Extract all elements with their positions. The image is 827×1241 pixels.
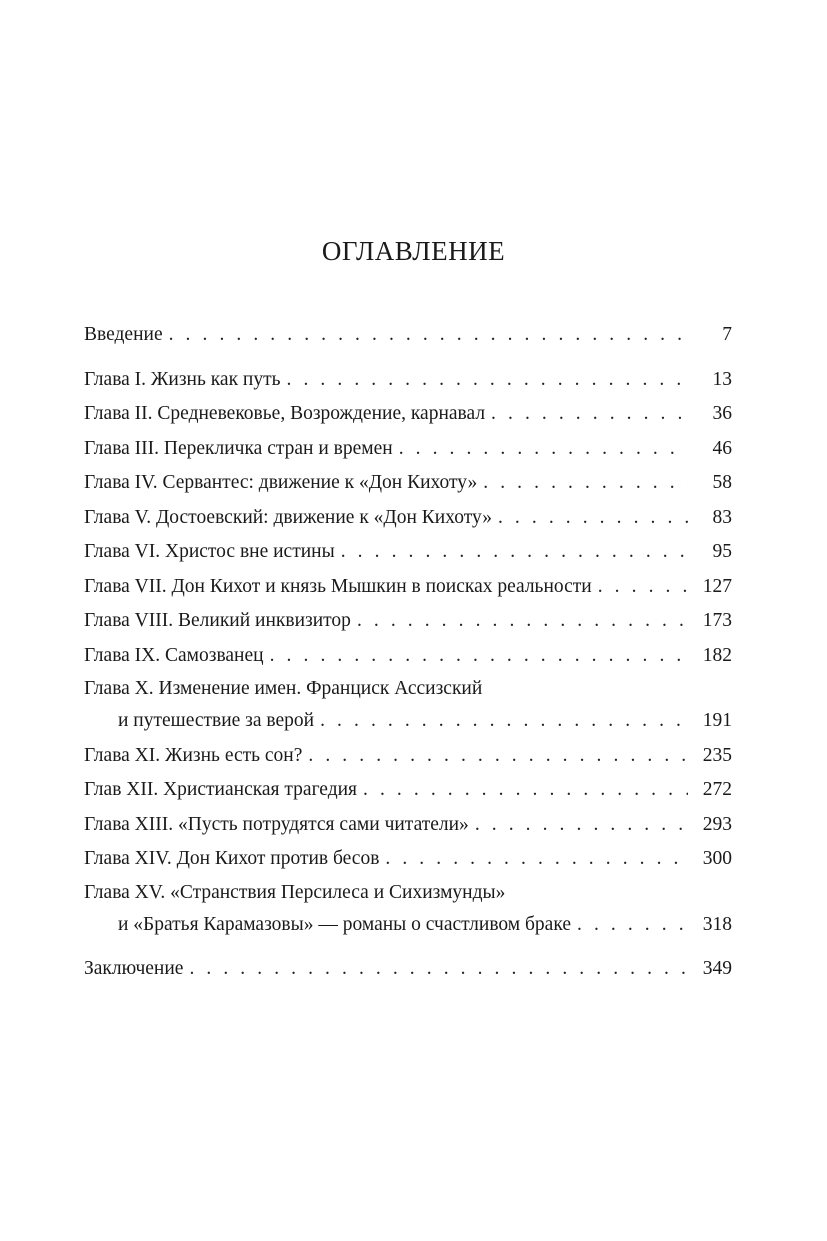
dot-leader	[169, 318, 688, 353]
toc-page-number: 46	[712, 437, 732, 459]
toc-entry-chapter-9	[84, 639, 732, 674]
dot-leader	[498, 501, 688, 536]
toc-entry-chapter-14	[84, 842, 732, 877]
toc-entry-chapter-10	[84, 673, 732, 739]
toc-entry-label: Глава VIII. Великий инквизитор	[84, 610, 351, 631]
dot-leader	[385, 842, 688, 877]
toc-entry-chapter-7	[84, 570, 732, 605]
toc-entry-label-continued: и «Братья Карамазовы» — романы о счастливом браке	[118, 913, 571, 935]
table-of-contents	[84, 318, 732, 987]
toc-page-number: 272	[702, 779, 732, 800]
toc-entry-label: Глава X. Изменение имен. Франциск Ассизский	[84, 678, 483, 699]
toc-page-number: 182	[702, 644, 732, 666]
toc-entry-label: Глава XIII. «Пусть потрудятся сами читатели»	[84, 813, 469, 835]
toc-entry-label: Глава XIV. Дон Кихот против бесов	[84, 848, 380, 869]
toc-entry-label: Глава V. Достоевский: движение к «Дон Кихоту»	[84, 506, 492, 528]
toc-page-number: 349	[702, 958, 732, 979]
toc-entry-chapter-1	[84, 363, 732, 398]
toc-entry-label: Глава XV. «Странствия Персилеса и Сихизмунды»	[84, 881, 506, 903]
toc-page-number: 173	[702, 610, 732, 631]
toc-entry-chapter-13	[84, 808, 732, 843]
toc-page-number: 95	[712, 541, 732, 562]
toc-entry-chapter-4	[84, 466, 732, 501]
toc-entry-label-continued: и путешествие за верой	[118, 710, 315, 731]
toc-entry-label: Глава VI. Христос вне истины	[84, 541, 335, 562]
dot-leader	[577, 908, 688, 943]
toc-entry-chapter-15	[84, 877, 732, 943]
dot-leader	[189, 952, 688, 987]
toc-page-number: 293	[702, 813, 732, 835]
toc-entry-label: Глава VII. Дон Кихот и князь Мышкин в поисках реальности	[84, 575, 592, 597]
dot-leader	[341, 535, 688, 570]
dot-leader	[357, 604, 688, 639]
toc-entry-chapter-2	[84, 397, 732, 432]
toc-page-number: 127	[702, 575, 732, 597]
toc-page-number: 13	[712, 368, 732, 390]
dot-leader	[475, 808, 688, 843]
toc-entry-label: Глав XII. Христианская трагедия	[84, 779, 358, 800]
toc-entry-chapter-6	[84, 535, 732, 570]
toc-page-number: 318	[702, 913, 732, 935]
toc-entry-label: Глава XI. Жизнь есть сон?	[84, 744, 303, 766]
dot-leader	[308, 739, 688, 774]
toc-page-number: 7	[722, 324, 732, 345]
toc-entry-label: Глава IV. Сервантес: движение к «Дон Кихоту»	[84, 472, 478, 493]
toc-page-number: 58	[712, 472, 732, 493]
page-title: ОГЛАВЛЕНИЕ	[321, 236, 506, 266]
dot-leader	[399, 432, 688, 467]
dot-leader	[320, 704, 688, 739]
dot-leader	[363, 773, 688, 808]
toc-page-number: 36	[712, 403, 732, 424]
toc-entry-chapter-8	[84, 604, 732, 639]
toc-entry-label: Заключение	[84, 958, 184, 979]
dot-leader	[491, 397, 688, 432]
dot-leader	[270, 639, 688, 674]
toc-entry-chapter-5	[84, 501, 732, 536]
toc-entry-label: Глава II. Средневековье, Возрождение, карнавал	[84, 403, 486, 424]
toc-entry-chapter-11	[84, 739, 732, 774]
toc-page-number: 191	[702, 710, 732, 731]
toc-entry-label: Глава III. Перекличка стран и времен	[84, 437, 393, 459]
toc-page-number: 300	[702, 848, 732, 869]
dot-leader	[287, 363, 688, 398]
toc-page-number: 235	[702, 744, 732, 766]
toc-entry-chapter-3	[84, 432, 732, 467]
toc-entry-label: Глава I. Жизнь как путь	[84, 368, 281, 390]
dot-leader	[598, 570, 688, 605]
toc-entry-introduction	[84, 318, 732, 353]
toc-entry-chapter-12	[84, 773, 732, 808]
toc-entry-label: Введение	[84, 324, 163, 345]
toc-entry-label: Глава IX. Самозванец	[84, 644, 264, 666]
toc-page-number: 83	[712, 506, 732, 528]
toc-entry-conclusion	[84, 952, 732, 987]
dot-leader	[483, 466, 688, 501]
